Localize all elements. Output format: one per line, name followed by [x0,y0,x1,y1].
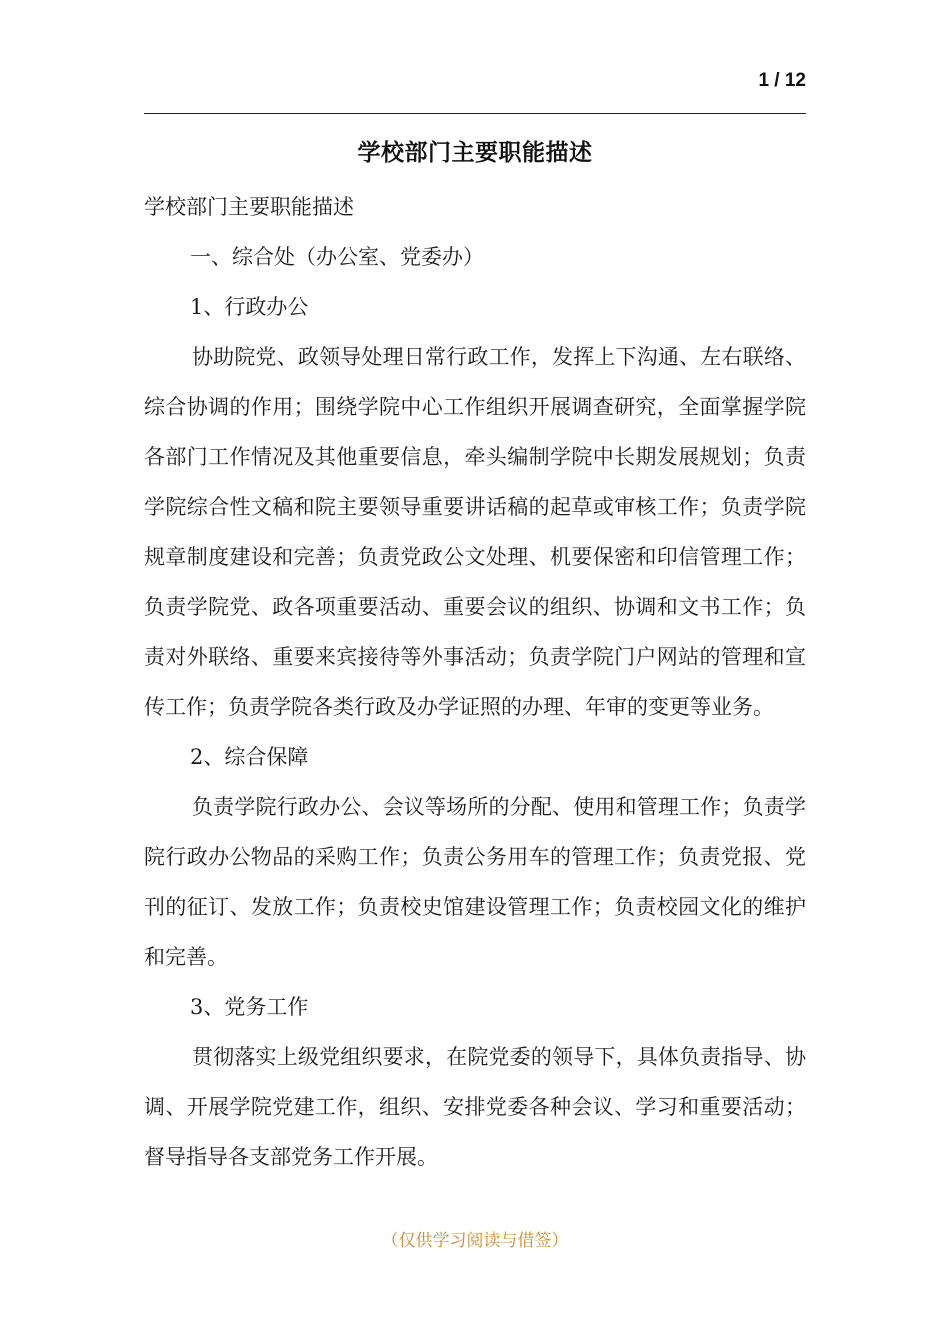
item-heading-support: 2、综合保障 [190,745,309,769]
document-body [144,182,806,1182]
document-title: 学校部门主要职能描述 [357,140,593,166]
item-body-support: 负责学院行政办公、会议等场所的分配、使用和管理工作；负责学院行政办公物品的采购工作；负责公务用车的管理工作；负责党报、党刊的征订、发放工作；负责校史馆建设管理工作；负责校园文化的维护和完善。 [144,795,806,969]
page-number: 1 / 12 [758,70,806,91]
header-divider [144,113,806,114]
section-heading: 一、综合处（办公室、党委办） [190,245,484,269]
footer-note: （仅供学习阅读与借签） [381,1231,569,1251]
item-heading-administration: 1、行政办公 [190,295,309,319]
item-heading-party-affairs: 3、党务工作 [190,995,309,1019]
item-body-party-affairs: 贯彻落实上级党组织要求，在院党委的领导下，具体负责指导、协调、开展学院党建工作，组织、安排党委各种会议、学习和重要活动；督导指导各支部党务工作开展。 [144,1045,806,1169]
document-subtitle: 学校部门主要职能描述 [144,195,354,219]
item-body-administration: 协助院党、政领导处理日常行政工作，发挥上下沟通、左右联络、综合协调的作用；围绕学院中心工作组织开展调查研究，全面掌握学院各部门工作情况及其他重要信息，牵头编制学院中长期发展规划；负责学院综合性文稿和院主要领导重要讲话稿的起草或审核工作；负责学院规章制度建设和完善；负责党政公文处理、机要保密和印信管理工作；负责学院党、政各项重要活动、重要会议的组织、协调和文书工作；负责对外联络、重要来宾接待等外事活动；负责学院门户网站的管理和宣传工作；负责学院各类行政及办学证照的办理、年审的变更等业务。 [144,345,806,719]
